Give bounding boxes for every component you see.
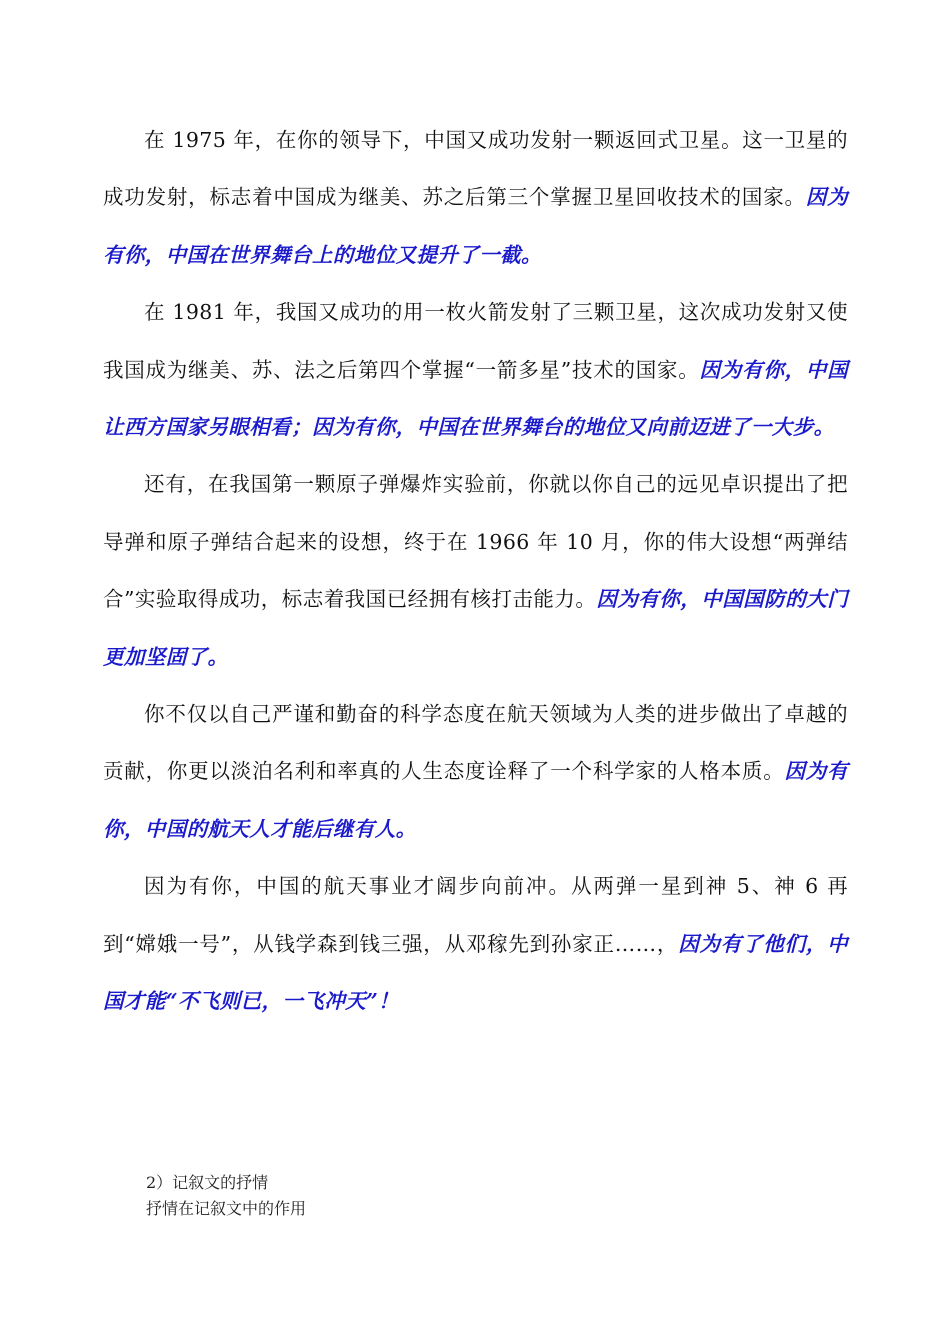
paragraph-text: 因为有你，中国的航天事业才阔步向前冲。从两弹一星到神 5、神 6 再到“嫦娥一号”，从钱学森到钱三强，从邓稼先到孙家正……，	[103, 874, 848, 956]
section-heading: 2）记叙文的抒情	[146, 1173, 269, 1192]
paragraph-text: 在 1975 年，在你的领导下，中国又成功发射一颗返回式卫星。这一卫星的成功发射，标志着中国成为继美、苏之后第三个掌握卫星回收技术的国家。	[103, 128, 848, 210]
section-notes	[146, 1170, 746, 1222]
paragraph-space-program	[103, 858, 848, 1030]
paragraph-highlight: 因为有你，中国的航天人才能后继有人。	[103, 759, 848, 841]
paragraph-two-bombs	[103, 456, 848, 686]
paragraph-highlight: 因为有你，中国让西方国家另眼相看；因为有你，中国在世界舞台的地位又向前迈进了一大步。	[103, 357, 848, 440]
paragraph-scientific-attitude	[103, 686, 848, 858]
paragraph-highlight: 因为有了他们，中国才能“不飞则已，一飞冲天”！	[103, 931, 848, 1014]
section-subheading: 抒情在记叙文中的作用	[146, 1199, 307, 1218]
paragraph-1981-multi-satellite	[103, 284, 848, 456]
paragraph-text: 还有，在我国第一颗原子弹爆炸实验前，你就以你自己的远见卓识提出了把导弹和原子弹结合起来的设想，终于在 1966 年 10 月，你的伟大设想“两弹结合”实验取得成功，标志着我国已经拥有核打击能力。	[103, 472, 848, 612]
paragraph-1975-satellite	[103, 112, 848, 284]
paragraph-text: 你不仅以自己严谨和勤奋的科学态度在航天领域为人类的进步做出了卓越的贡献，你更以淡泊名利和率真的人生态度诠释了一个科学家的人格本质。	[103, 702, 848, 784]
paragraph-highlight: 因为有你，中国国防的大门更加坚固了。	[103, 587, 848, 669]
paragraph-highlight: 因为有你，中国在世界舞台上的地位又提升了一截。	[103, 185, 848, 267]
essay-body	[103, 112, 848, 1031]
paragraph-text: 在 1981 年，我国又成功的用一枚火箭发射了三颗卫星，这次成功发射又使我国成为继美、苏、法之后第四个掌握“一箭多星”技术的国家。	[103, 300, 848, 382]
